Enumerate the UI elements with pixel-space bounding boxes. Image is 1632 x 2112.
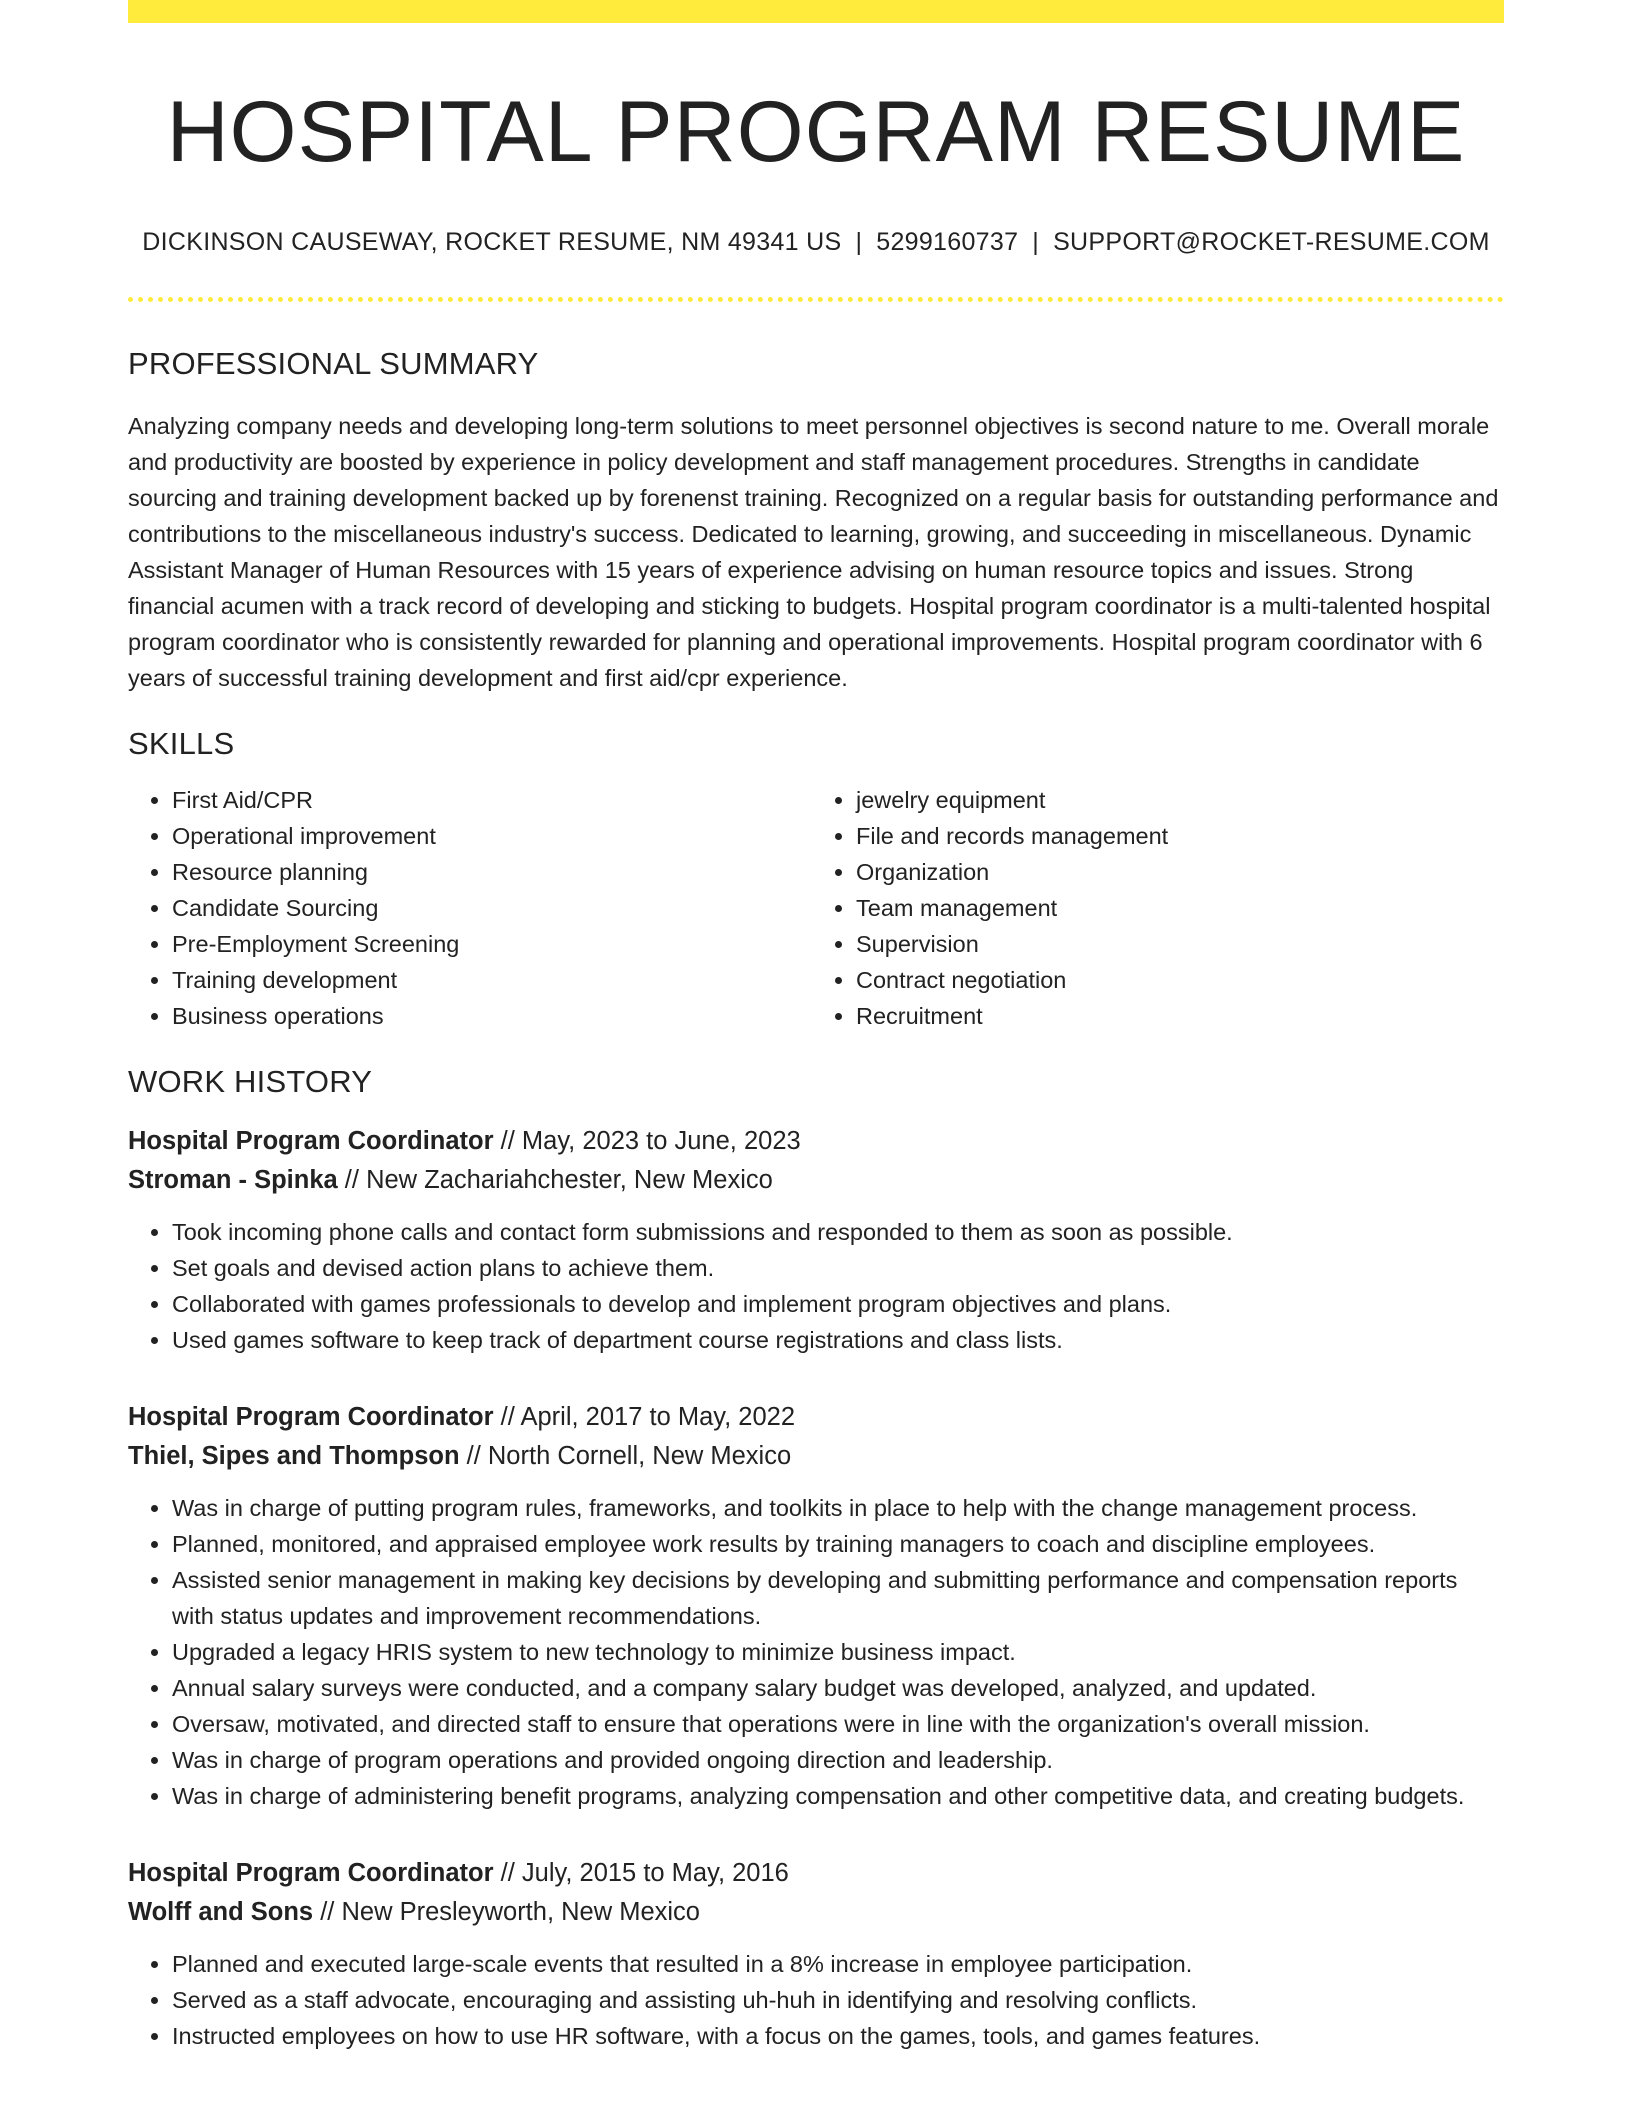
duty-item: • Used games software to keep track of department course registrations and class lists. [172, 1322, 1504, 1358]
job-entry [128, 1122, 1504, 1358]
duty-item: • Oversaw, motivated, and directed staff to ensure that operations were in line with the organization's overall mission. [172, 1706, 1504, 1742]
duty-item: • Set goals and devised action plans to achieve them. [172, 1250, 1504, 1286]
top-accent-bar [128, 0, 1504, 23]
resume-page [128, 0, 1504, 2054]
job-title-line [128, 1122, 1504, 1161]
duty-item: • Instructed employees on how to use HR software, with a focus on the games, tools, and games features. [172, 2018, 1504, 2054]
resume-title: HOSPITAL PROGRAM RESUME [166, 84, 1466, 180]
skill-item: • Supervision [856, 926, 1490, 962]
contact-phone: 5299160737 [876, 227, 1019, 256]
duty-item: • Collaborated with games professionals to develop and implement program objectives and plans. [172, 1286, 1504, 1322]
job-company: Wolff and Sons [128, 1897, 314, 1926]
job-separator: // [500, 1858, 515, 1887]
job-company-line [128, 1161, 1504, 1200]
skill-item: • Operational improvement [172, 818, 806, 854]
skills-columns [128, 782, 1504, 1034]
duty-item: • Served as a staff advocate, encouraging and assisting uh-huh in identifying and resolving conflicts. [172, 1982, 1504, 2018]
skills-list-right [806, 782, 1490, 1034]
job-company: Stroman - Spinka [128, 1165, 338, 1194]
skill-item: • Pre-Employment Screening [172, 926, 806, 962]
duty-item: • Assisted senior management in making key decisions by developing and submitting performance and compensation reports with status updates and improvement recommendations. [172, 1562, 1504, 1634]
dotted-divider [128, 297, 1504, 302]
job-duties [128, 1214, 1504, 1358]
summary-heading: PROFESSIONAL SUMMARY [128, 345, 539, 381]
job-separator: // [320, 1897, 335, 1926]
contact-separator: | [855, 227, 863, 256]
job-duties [128, 1946, 1504, 2054]
skill-item: • Candidate Sourcing [172, 890, 806, 926]
skill-item: • Resource planning [172, 854, 806, 890]
job-dates: May, 2023 to June, 2023 [521, 1126, 801, 1155]
job-location: New Presleyworth, New Mexico [341, 1897, 700, 1926]
duty-item: • Was in charge of program operations and provided ongoing direction and leadership. [172, 1742, 1504, 1778]
skill-item: • Business operations [172, 998, 806, 1034]
job-entry [128, 1398, 1504, 1814]
skills-list-left [128, 782, 806, 1034]
contact-email: SUPPORT@ROCKET-RESUME.COM [1053, 227, 1490, 256]
contact-line [128, 228, 1504, 257]
job-company-line [128, 1437, 1504, 1476]
contact-address: DICKINSON CAUSEWAY, ROCKET RESUME, NM 49341 US [142, 227, 842, 256]
skill-item: • File and records management [856, 818, 1490, 854]
job-location: North Cornell, New Mexico [487, 1441, 792, 1470]
job-title-line [128, 1398, 1504, 1437]
job-title: Hospital Program Coordinator [128, 1858, 494, 1887]
skill-item: • First Aid/CPR [172, 782, 806, 818]
job-dates: July, 2015 to May, 2016 [521, 1858, 789, 1887]
job-company: Thiel, Sipes and Thompson [128, 1441, 460, 1470]
work-history-heading: WORK HISTORY [128, 1063, 373, 1099]
job-title: Hospital Program Coordinator [128, 1126, 494, 1155]
job-separator: // [466, 1441, 481, 1470]
job-separator: // [344, 1165, 359, 1194]
duty-item: • Was in charge of administering benefit programs, analyzing compensation and other competitive data, and creating budgets. [172, 1778, 1504, 1814]
job-title: Hospital Program Coordinator [128, 1402, 494, 1431]
job-duties [128, 1490, 1504, 1814]
skill-item: • Recruitment [856, 998, 1490, 1034]
duty-item: • Took incoming phone calls and contact form submissions and responded to them as soon as possible. [172, 1214, 1504, 1250]
skill-item: • Contract negotiation [856, 962, 1490, 998]
skills-heading: SKILLS [128, 725, 235, 761]
job-title-line [128, 1854, 1504, 1893]
duty-item: • Upgraded a legacy HRIS system to new technology to minimize business impact. [172, 1634, 1504, 1670]
duty-item: • Planned, monitored, and appraised employee work results by training managers to coach and discipline employees. [172, 1526, 1504, 1562]
contact-separator: | [1032, 227, 1040, 256]
job-separator: // [500, 1126, 515, 1155]
job-entry [128, 1854, 1504, 2054]
job-dates: April, 2017 to May, 2022 [520, 1402, 796, 1431]
duty-item: • Annual salary surveys were conducted, and a company salary budget was developed, analyzed, and updated. [172, 1670, 1504, 1706]
skill-item: • Training development [172, 962, 806, 998]
skill-item: • Organization [856, 854, 1490, 890]
duty-item: • Planned and executed large-scale events that resulted in a 8% increase in employee participation. [172, 1946, 1504, 1982]
skill-item: • jewelry equipment [856, 782, 1490, 818]
job-company-line [128, 1893, 1504, 1932]
job-separator: // [500, 1402, 515, 1431]
skill-item: • Team management [856, 890, 1490, 926]
summary-text: Analyzing company needs and developing long-term solutions to meet personnel objectives is second nature to me. Overall morale and productivity are boosted by experience in policy development and staff management procedures. Strengths in candidate sourcing and training development backed up by forenenst training. Recognized on a regular basis for outstanding performance and contributions to the miscellaneous industry's success. Dedicated to learning, growing, and succeeding in miscellaneous. Dynamic Assistant Manager of Human Resources with 15 years of experience advising on human resource topics and issues. Strong financial acumen with a track record of developing and sticking to budgets. Hospital program coordinator is a multi-talented hospital program coordinator who is consistently rewarded for planning and operational improvements. Hospital program coordinator with 6 years of successful training development and first aid/cpr experience. [128, 412, 1499, 691]
job-location: New Zachariahchester, New Mexico [366, 1165, 773, 1194]
duty-item: • Was in charge of putting program rules, frameworks, and toolkits in place to help with the change management process. [172, 1490, 1504, 1526]
